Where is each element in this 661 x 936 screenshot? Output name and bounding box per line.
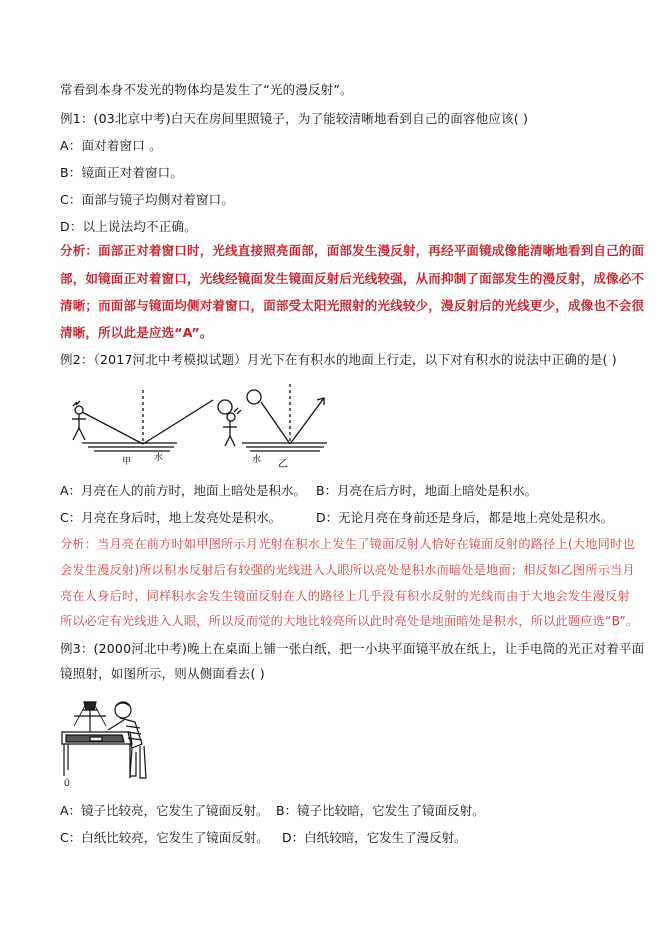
label-yi: 乙 [278,459,288,468]
flashlight-mirror-figure [60,696,180,788]
text-line: 常看到本身不发光的物体均是发生了“光的漫反射”。 [60,82,353,97]
example-2-option-b: B：月亮在后方时，地面上暗处是积水。 [316,483,538,498]
example-3-question: 例3：(2000河北中考)晚上在桌面上铺一张白纸，把一小块平面镜平放在纸上，让手电筒的光正对着平面 [60,641,645,656]
example-1-option-a: A：面对着窗口 。 [60,138,162,153]
example-3-option-a: A：镜子比较亮，它发生了镜面反射。 [60,803,269,818]
figure-corner-mark: Ŭ [64,779,70,788]
example-3-option-c: C：白纸比较亮，它发生了镜面反射。 [60,830,269,845]
label-jia: 甲 [122,457,132,467]
example-1-question: 例1：(03北京中考)白天在房间里照镜子，为了能较清晰地看到自己的面容他应该( ) [60,111,529,126]
example-2-analysis: 所以必定有光线进入人眼，所以反而觉的大地比较亮所以此时亮处是地面暗处是积水，所以此题应选“B”。 [60,614,639,628]
label-water: 水 [154,453,164,463]
example-1-analysis: 清晰，所以此是应选“A”。 [60,325,213,340]
example-1-analysis: 分析：面部正对着窗口时，光线直接照亮面部，面部发生漫反射，再经平面镜成像能清晰地看到自己的面 [60,243,645,258]
label-water: 水 [252,455,262,465]
example-3-option-d: D：白纸较暗，它发生了漫反射。 [282,830,467,845]
example-1-analysis: 清晰；而面部与镜面均侧对着窗口，面部受太阳光照射的光线较少，漫反射后的光线更少，成像也不会很 [60,298,645,313]
example-2-option-d: D：无论月亮在身前还是身后，都是地上亮处是积水。 [316,510,614,525]
example-2-option-c: C：月亮在身后时，地上发亮处是积水。 [60,510,282,525]
example-2-analysis: 分析：当月亮在前方时如甲图所示月光射在积水上发生了镜面反射人恰好在镜面反射的路径上(大地同时也 [60,537,635,551]
example-3-question: 镜照射，如图所示，则从侧面看去( ) [60,666,265,681]
example-1-analysis: 部，如镜面正对着窗口，光线经镜面发生镜面反射后光线较强，从而抑制了面部发生的漫反射，成像必不 [60,271,645,286]
example-1-option-d: D：以上说法均不正确。 [60,219,197,234]
example-2-option-a: A：月亮在人的前方时，地面上暗处是积水。 [60,483,307,498]
example-2-question: 例2：（2017河北中考模拟试题）月光下在有积水的地面上行走，以下对有积水的说法中正确的是( ) [60,352,617,367]
example-2-analysis: 会发生漫反射)所以积水反射后有较强的光线进入人眼所以亮处是积水而暗处是地面；相反如乙图所示当月 [60,563,635,577]
example-3-option-b: B：镜子比较暗，它发生了镜面反射。 [276,803,485,818]
reflection-diagram [62,378,382,468]
example-1-option-b: B：镜面正对着窗口。 [60,165,184,180]
example-2-analysis: 亮在人身后时，同样积水会发生镜面反射在人的路径上几乎没有积水反射的光线而由于大地会发生漫反射 [60,589,630,603]
example-1-option-c: C：面部与镜子均侧对着窗口。 [60,192,235,207]
